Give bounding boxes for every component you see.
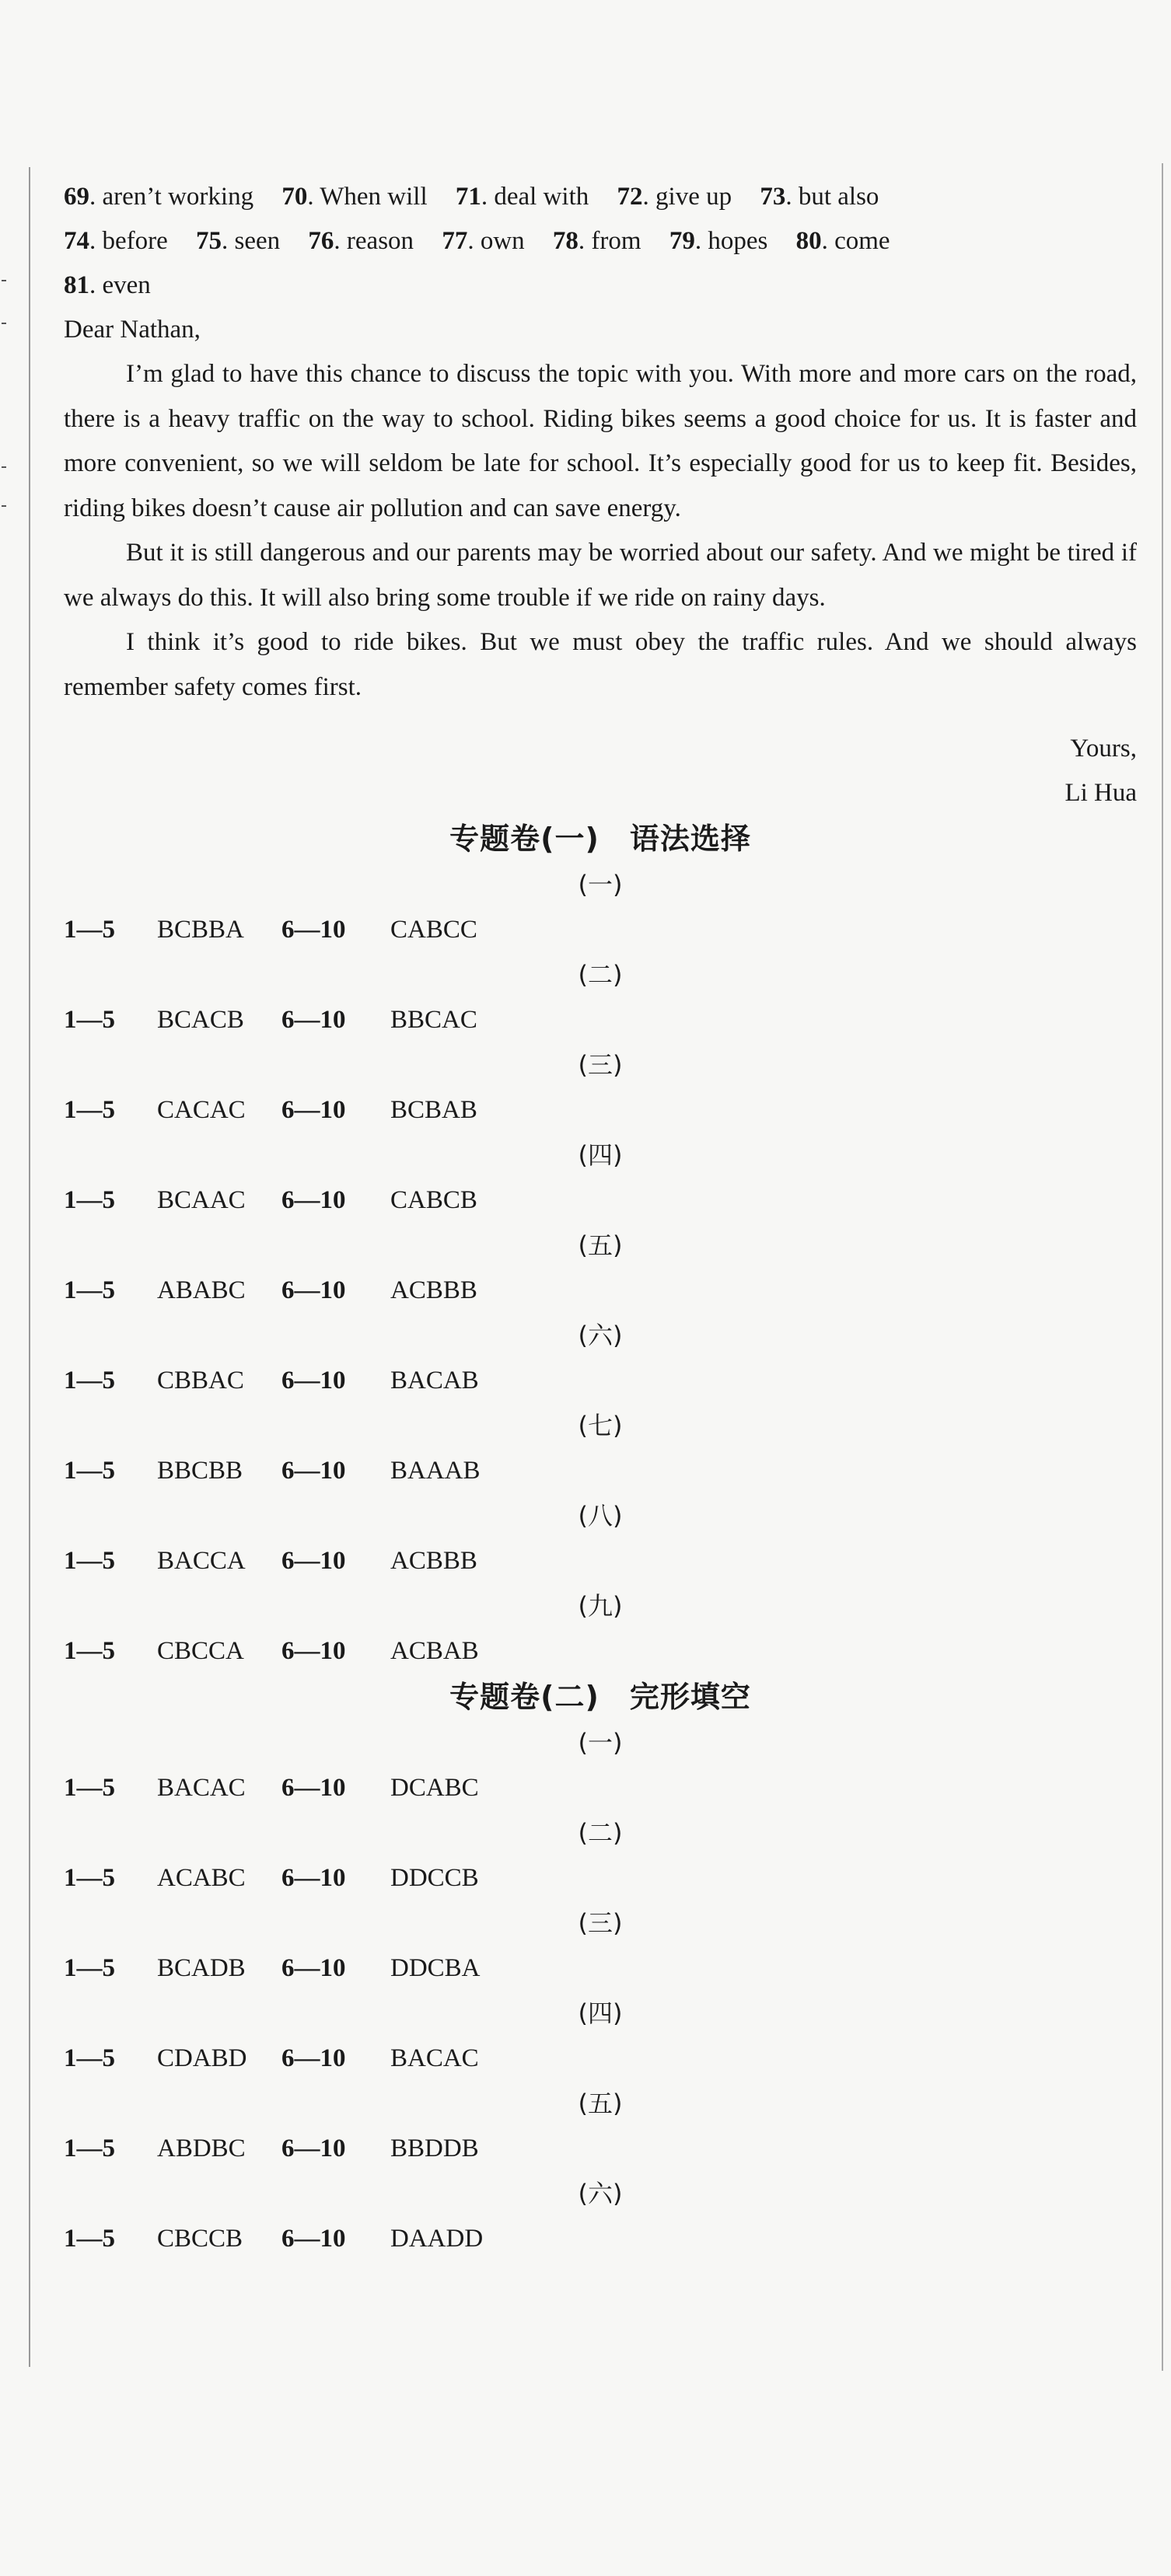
answer-letters: BBCAC bbox=[390, 1006, 477, 1034]
answer-letters: BCACB bbox=[157, 1006, 244, 1034]
range-label: 6—10 bbox=[281, 1774, 346, 1802]
answer-key-row bbox=[64, 1538, 1137, 1583]
answer-key-row bbox=[64, 1946, 1137, 1991]
answer-key-row bbox=[64, 2036, 1137, 2081]
answer-item: 75. seen bbox=[196, 227, 281, 255]
range-label: 1—5 bbox=[64, 1096, 115, 1124]
edge-mark bbox=[2, 280, 6, 281]
edge-mark bbox=[2, 323, 6, 324]
answer-letters: CBCCB bbox=[157, 2225, 243, 2253]
range-label: 6—10 bbox=[281, 1864, 346, 1892]
range-label: 1—5 bbox=[64, 916, 115, 944]
answer-letters: ACABC bbox=[157, 1864, 246, 1892]
answer-item: 80. come bbox=[795, 227, 890, 255]
part-label: (一) bbox=[578, 1728, 623, 1757]
letter-signature: Li Hua bbox=[1064, 779, 1137, 807]
range-label: 6—10 bbox=[281, 1096, 346, 1124]
part-label: (三) bbox=[578, 1908, 623, 1938]
range-label: 6—10 bbox=[281, 1547, 346, 1575]
range-label: 1—5 bbox=[64, 1547, 115, 1575]
range-label: 1—5 bbox=[64, 1774, 115, 1802]
answer-key-row bbox=[64, 2126, 1137, 2171]
answer-key-row bbox=[64, 1358, 1137, 1403]
range-label: 6—10 bbox=[281, 1006, 346, 1034]
letter-closing: Yours, bbox=[1070, 735, 1137, 763]
range-label: 1—5 bbox=[64, 2134, 115, 2162]
answer-letters: BACAC bbox=[390, 2044, 479, 2072]
range-label: 1—5 bbox=[64, 1637, 115, 1665]
answer-key-row bbox=[64, 997, 1137, 1042]
range-label: 6—10 bbox=[281, 1457, 346, 1485]
edge-mark bbox=[2, 466, 6, 468]
answer-letters: CABCC bbox=[390, 916, 477, 944]
answer-sections bbox=[64, 815, 1137, 2261]
answer-item: 76. reason bbox=[308, 227, 414, 255]
answer-item: 72. give up bbox=[617, 183, 732, 211]
part-label: (二) bbox=[578, 1818, 623, 1848]
range-label: 6—10 bbox=[281, 2044, 346, 2072]
part-label: (六) bbox=[578, 2179, 623, 2208]
answer-item: 73. but also bbox=[760, 183, 879, 211]
answer-key-row bbox=[64, 1178, 1137, 1223]
part-label: (六) bbox=[578, 1321, 623, 1350]
answer-item: 69. aren’t working bbox=[64, 183, 254, 211]
part-label: (一) bbox=[578, 870, 623, 899]
letter-paragraph: I’m glad to have this chance to discuss the topic with you. With more and more cars on the road, there is a heavy traffic on the way to school. Riding bikes seems a good choice for us. It is faster and more convenient, so we will seldom be late for school. It’s especially good for us to keep fit. Besides, riding bikes doesn’t cause air pollution and can save energy. bbox=[64, 360, 1137, 522]
answer-key-row bbox=[64, 2216, 1137, 2261]
answer-item: 81. even bbox=[64, 271, 151, 299]
answer-letters: CDABD bbox=[157, 2044, 247, 2072]
range-label: 6—10 bbox=[281, 2225, 346, 2253]
answer-letters: DDCBA bbox=[390, 1954, 481, 1982]
range-label: 6—10 bbox=[281, 1276, 346, 1304]
range-label: 6—10 bbox=[281, 1637, 346, 1665]
range-label: 1—5 bbox=[64, 2225, 115, 2253]
answer-row bbox=[64, 264, 1137, 308]
part-label: (二) bbox=[578, 960, 623, 990]
left-margin-rule bbox=[29, 167, 30, 2367]
part-label: (四) bbox=[578, 1998, 623, 2028]
right-margin-rule bbox=[1162, 163, 1163, 2371]
answer-item: 71. deal with bbox=[455, 183, 589, 211]
range-label: 1—5 bbox=[64, 1864, 115, 1892]
letter-body bbox=[64, 352, 1137, 710]
section-title: 专题卷(二) 完形填空 bbox=[449, 1680, 751, 1714]
answer-item: 77. own bbox=[442, 227, 525, 255]
range-label: 1—5 bbox=[64, 2044, 115, 2072]
range-label: 6—10 bbox=[281, 1186, 346, 1214]
range-label: 1—5 bbox=[64, 1367, 115, 1394]
answer-item: 74. before bbox=[64, 227, 168, 255]
answer-letters: BACCA bbox=[157, 1547, 246, 1575]
answer-item: 70. When will bbox=[281, 183, 428, 211]
answer-letters: CBCCA bbox=[157, 1637, 244, 1665]
part-label: (九) bbox=[578, 1591, 623, 1621]
part-label: (三) bbox=[578, 1050, 623, 1080]
answer-letters: ACBAB bbox=[390, 1637, 479, 1665]
answer-letters: BCBAB bbox=[390, 1096, 477, 1124]
range-label: 6—10 bbox=[281, 916, 346, 944]
answer-letters: CBBAC bbox=[157, 1367, 244, 1394]
part-label: (五) bbox=[578, 1230, 623, 1260]
answer-item: 79. hopes bbox=[669, 227, 768, 255]
answer-letters: BCBBA bbox=[157, 916, 244, 944]
answer-letters: BBCBB bbox=[157, 1457, 243, 1485]
answer-letters: ABABC bbox=[157, 1276, 246, 1304]
answer-key-row bbox=[64, 1628, 1137, 1674]
answer-letters: ACBBB bbox=[390, 1547, 477, 1575]
answer-letters: BCADB bbox=[157, 1954, 246, 1982]
answer-row bbox=[64, 175, 1137, 219]
range-label: 1—5 bbox=[64, 1457, 115, 1485]
letter-salutation: Dear Nathan, bbox=[64, 316, 201, 344]
answer-row bbox=[64, 219, 1137, 264]
range-label: 1—5 bbox=[64, 1186, 115, 1214]
answer-key-row bbox=[64, 1448, 1137, 1493]
part-label: (四) bbox=[578, 1140, 623, 1170]
answer-letters: BCAAC bbox=[157, 1186, 246, 1214]
answer-key-row bbox=[64, 1268, 1137, 1313]
answer-key-row bbox=[64, 1855, 1137, 1901]
answer-letters: CACAC bbox=[157, 1096, 246, 1124]
range-label: 6—10 bbox=[281, 1954, 346, 1982]
range-label: 6—10 bbox=[281, 2134, 346, 2162]
answer-letters: DDCCB bbox=[390, 1864, 479, 1892]
answer-letters: CABCB bbox=[390, 1186, 477, 1214]
range-label: 1—5 bbox=[64, 1006, 115, 1034]
range-label: 1—5 bbox=[64, 1276, 115, 1304]
range-label: 1—5 bbox=[64, 1954, 115, 1982]
edge-mark bbox=[2, 505, 6, 507]
answer-letters: BACAC bbox=[157, 1774, 246, 1802]
answer-key-row bbox=[64, 1087, 1137, 1133]
answer-letters: DAADD bbox=[390, 2225, 484, 2253]
answer-letters: BACAB bbox=[390, 1367, 479, 1394]
section-title: 专题卷(一) 语法选择 bbox=[449, 822, 751, 856]
answer-letters: ABDBC bbox=[157, 2134, 246, 2162]
answer-letters: DCABC bbox=[390, 1774, 479, 1802]
part-label: (五) bbox=[578, 2089, 623, 2118]
answer-letters: BBDDB bbox=[390, 2134, 479, 2162]
page-content bbox=[64, 175, 1137, 2261]
range-label: 6—10 bbox=[281, 1367, 346, 1394]
letter-paragraph: But it is still dangerous and our parents may be worried about our safety. And we might be tired if we always do this. It will also bring some trouble if we ride on rainy days. bbox=[64, 539, 1137, 612]
part-label: (七) bbox=[578, 1411, 623, 1440]
answer-key-row bbox=[64, 1765, 1137, 1810]
letter-paragraph: I think it’s good to ride bikes. But we must obey the traffic rules. And we should always remember safety comes first. bbox=[64, 628, 1137, 701]
answer-letters: ACBBB bbox=[390, 1276, 477, 1304]
answer-letters: BAAAB bbox=[390, 1457, 481, 1485]
part-label: (八) bbox=[578, 1501, 623, 1531]
answer-item: 78. from bbox=[552, 227, 641, 255]
answer-key-row bbox=[64, 907, 1137, 952]
